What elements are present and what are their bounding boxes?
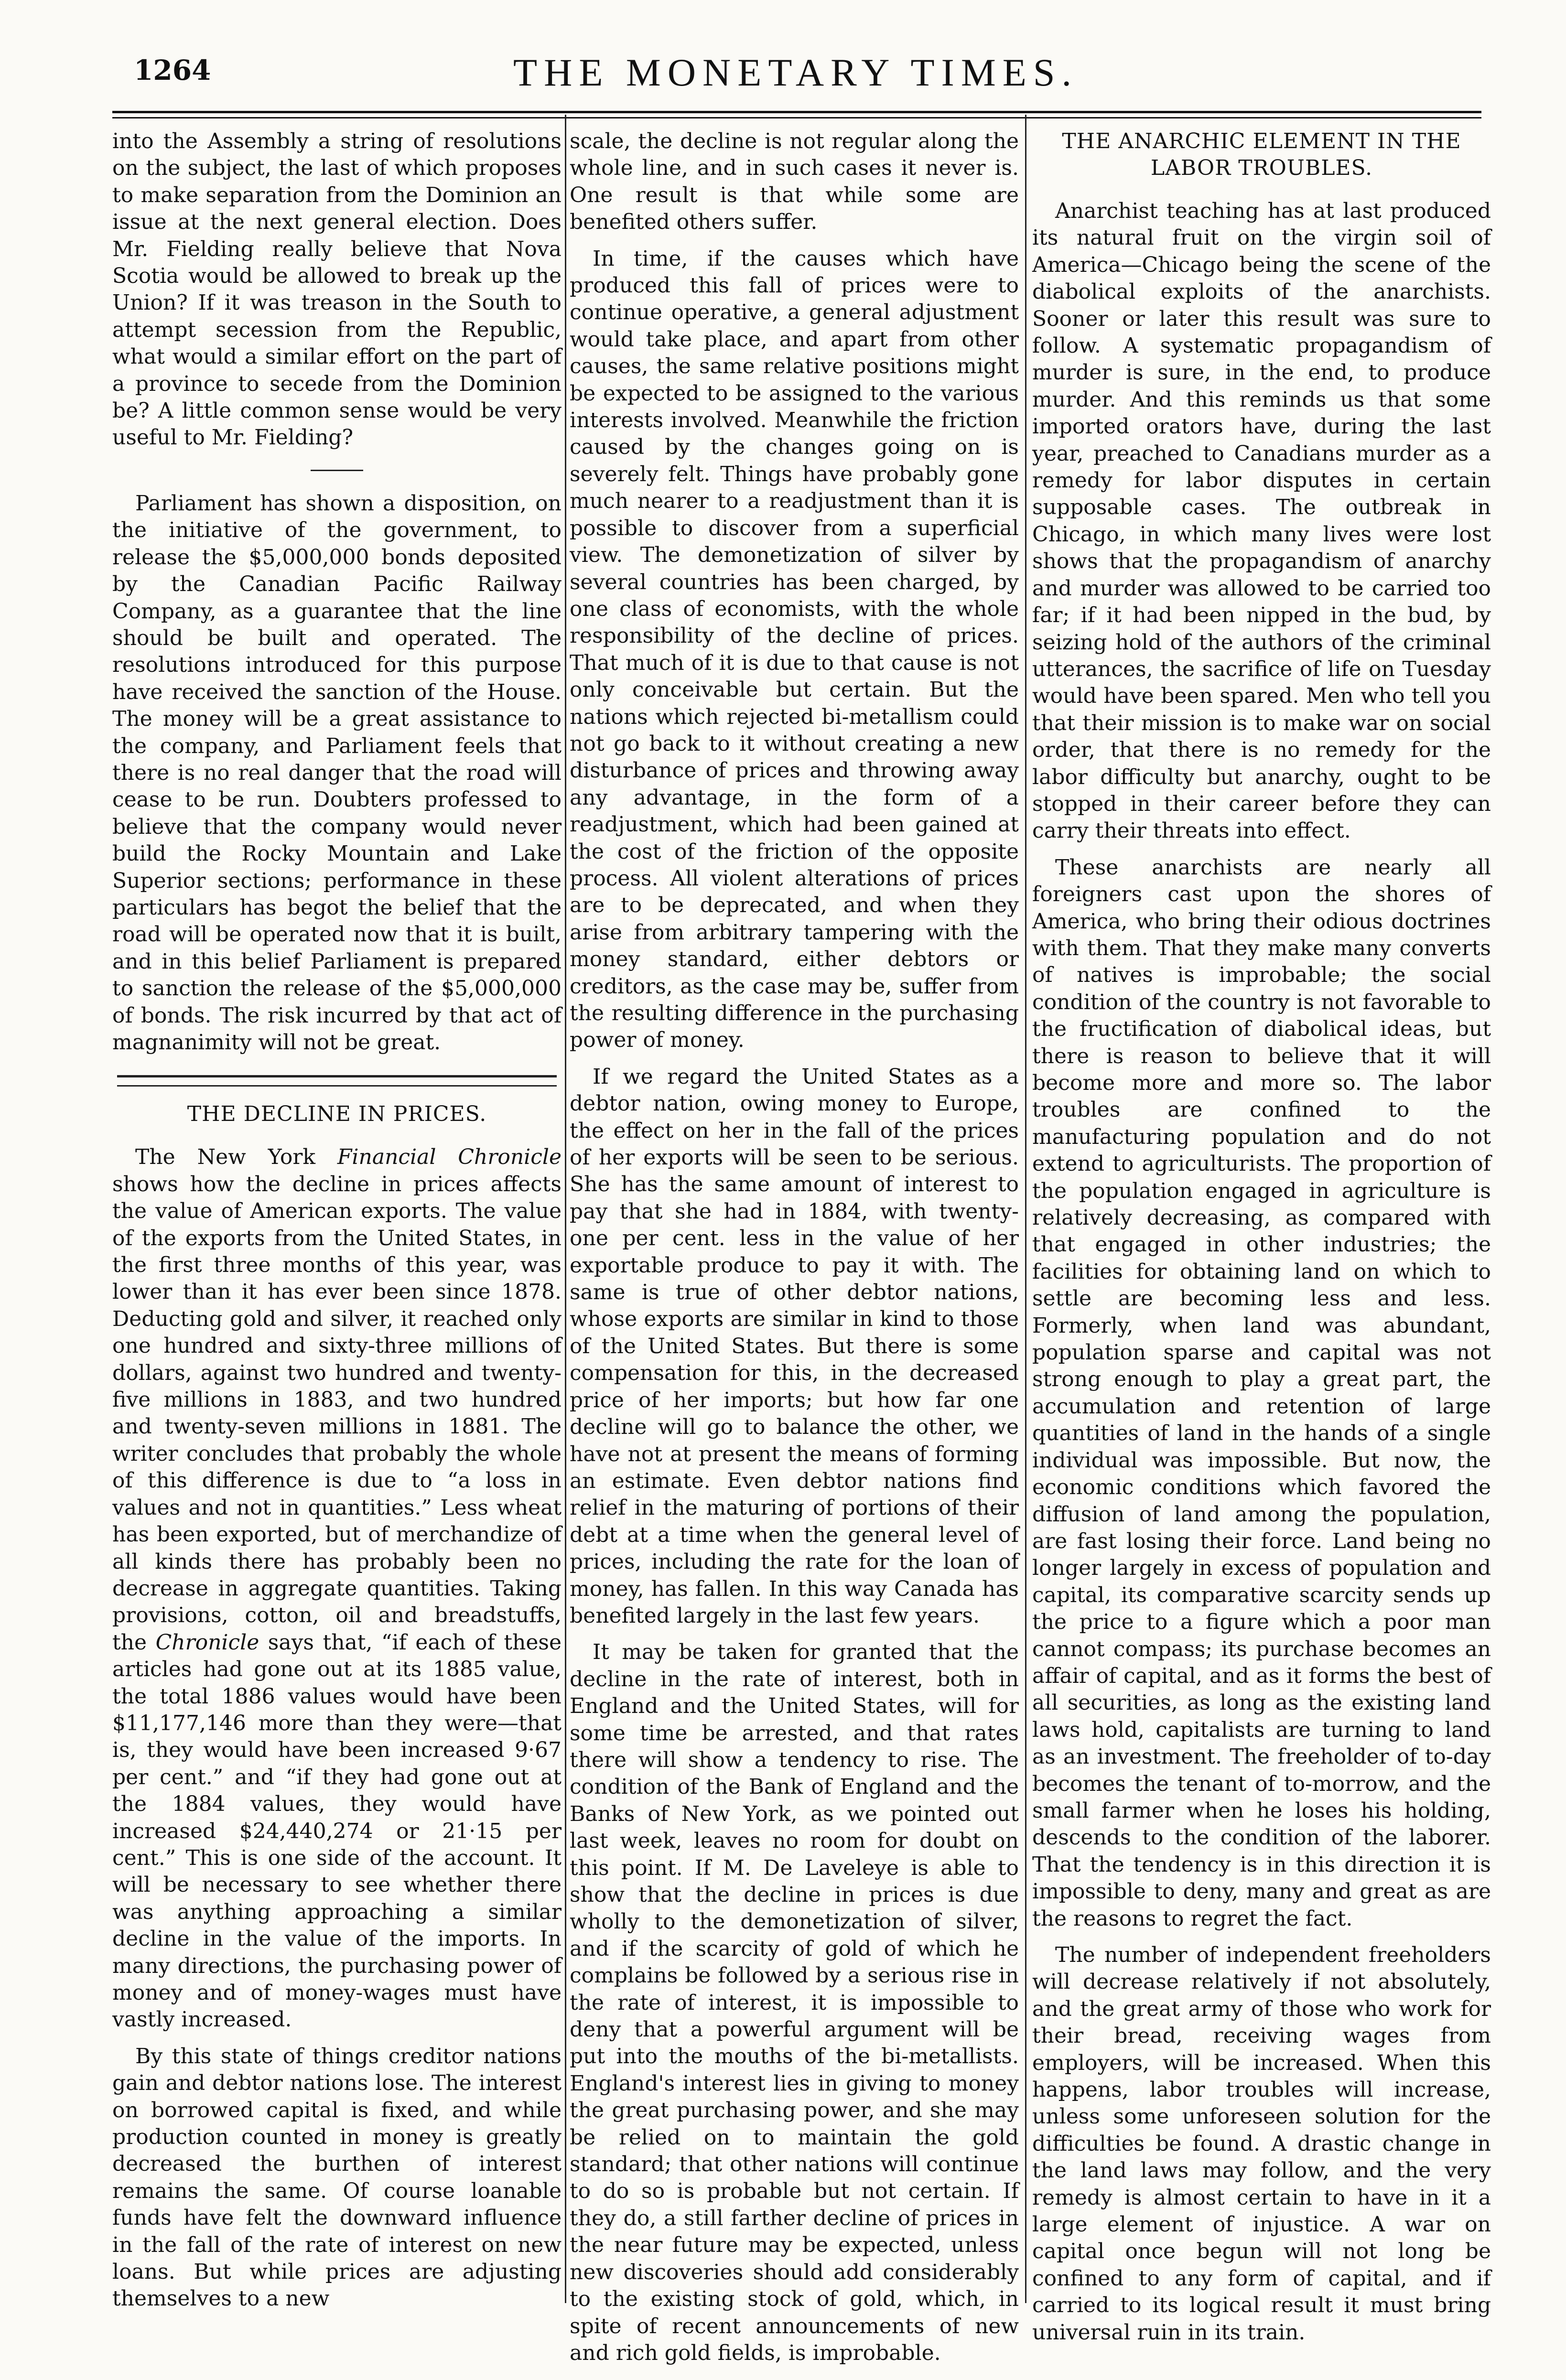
paragraph: Parliament has shown a disposition, on the initiative of the government, to release the $5,000,000 bonds deposited by the Canadian Pacific Railway Company, as a guarantee that the line should be built and operated. The resolutions introduced for this purpose have received the sanction of the House. The money will be a great assistance to the company, and Parliament feels that there is no real danger that the road will cease to be run. Doubters professed to believe that the company would never build the Rocky Mountain and Lake Superior sections; performance in these particulars has begot the belief that the road will be operated now that it is built, and in this belief Parliament is prepared to sanction the release of the $5,000,000 of bonds. The risk incurred by that act of magnanimity will not be great. (112, 491, 562, 1055)
paragraph: into the Assembly a string of resolutions on the subject, the last of which proposes to make separation from the Dominion an issue at the next general election. Does Mr. Fielding really believe that Nova Scotia would be allowed to break up the Union? If it was treason in the South to attempt secession from the Republic, what would a similar effort on the part of a province to secede from the Dominion be? A little common sense would be very useful to Mr. Fielding? (112, 129, 562, 450)
section-double-rule (117, 1075, 557, 1087)
column-2 (570, 128, 1019, 2365)
paragraph: These anarchists are nearly all foreigners cast upon the shores of America, who bring their odious doctrines with them. That they make many converts of natives is improbable; the social condition of the country is not favorable to the fructification of diabolical ideas, but there is reason to believe that it will become more and more so. The labor troubles are confined to the manufacturing population and do not extend to agriculturists. The proportion of the population engaged in agriculture is relatively decreasing, as compared with that engaged in other industries; the facilities for obtaining land on which to settle are becoming less and less. Formerly, when land was abundant, population sparse and capital was not strong enough to play a great part, the accumulation and retention of large quantities of land in the hands of a single individual was impossible. But now, the economic conditions which favored the diffusion of land among the population, are fast losing their force. Land being no longer largely in excess of population and capital, its comparative scarcity sends up the price to a figure which a poor man cannot compass; its purchase becomes an affair of capital, and as it forms the best of all securities, as long as the existing land laws hold, capitalists are turning to land as an investment. The freeholder of to-day becomes the tenant of to-morrow, and the small farmer when he loses his holding, descends to the condition of the laborer. That the tendency is in this direction it is impossible to deny, many and great as are the reasons to regret the fact. (1032, 855, 1491, 1931)
paragraph: If we regard the United States as a debtor nation, owing money to Europe, the effect on her in the fall of the prices of her exports will be seen to be serious. She has the same amount of interest to pay that she had in 1884, with twenty-one per cent. less in the value of her exportable produce to pay it with. The same is true of other debtor nations, whose exports are similar in kind to those of the United States. But there is some compensation for this, in the decreased price of her imports; but how far one decline will go to balance the other, we have not at present the means of forming an estimate. Even debtor nations find relief in the maturing of portions of their debt at a time when the general level of prices, including the rate for the loan of money, has fallen. In this way Canada has benefited largely in the last few years. (570, 1064, 1019, 1628)
paragraph: scale, the decline is not regular along the whole line, and in such cases it never is. One result is that while some are benefited others suffer. (570, 129, 1019, 235)
masthead (134, 50, 1458, 103)
text-run: shows how the decline in prices affects the value of American exports. The value of the exports from the United States, in the first three months of this year, was lower than it has ever been since 1878. Deducting gold and silver, it reached only one hundred and sixty-three millions of dollars, against two hundred and twenty-five millions in 1883, and two hundred and twenty-seven millions in 1881. The writer concludes that probably the whole of this difference is due to “a loss in values and not in quantities.” Less wheat has been exported, but of merchandize of all kinds there has probably been no decrease in aggregate quantities. Taking provisions, cotton, oil and breadstuffs, the (112, 1172, 562, 1655)
text-run: says that, “if each of these articles had gone out at its 1885 value, the total 1886 values would have been $11,177,146 more than they were—that is, they would have been increased 9·67 per cent.” and “if they had gone out at the 1884 values, they would have increased $24,440,274 or 21·15 per cent.” This is one side of the account. It will be necessary to see whether there was anything approaching a similar decline in the value of the imports. In many directions, the purchasing power of money and of money-wages must have vastly increased. (112, 1630, 562, 2032)
paragraph (112, 1144, 562, 2033)
short-rule (311, 470, 363, 471)
italic-title: Financial Chronicle (337, 1145, 562, 1170)
italic-title: Chronicle (155, 1630, 259, 1655)
paragraph: The number of independent freeholders will decrease relatively if not absolutely, and the great army of those who work for their bread, receiving wages from employers, will be increased. When this happens, labor troubles will increase, unless some unforeseen solution for the difficulties be found. A drastic change in the land laws may follow, and the very remedy is almost certain to have in it a large element of injustice. A war on capital once begun will not long be confined to any form of capital, and if carried to its logical result it must bring universal ruin in its train. (1032, 1943, 1491, 2345)
paragraph: In time, if the causes which have produced this fall of prices were to continue operative, a general adjustment would take place, and apart from other causes, the same relative positions might be expected to be assigned to the various interests involved. Meanwhile the friction caused by the changes going on is severely felt. Things have probably gone much nearer to a readjustment than it is possible to discover from a superficial view. The demonetization of silver by several countries has been charged, by one class of economists, with the whole responsibility of the decline of prices. That much of it is due to that cause is not only conceivable but certain. But the nations which rejected bi-metallism could not go back to it without creating a new disturbance of prices and throwing away any advantage, in the form of a readjustment, which had been gained at the cost of the friction of the opposite process. All violent alterations of prices are to be deprecated, and when they arise from arbitrary tampering with the money standard, either debtors or creditors, as the case may be, suffer from the resulting difference in the purchasing power of money. (570, 246, 1019, 1053)
column-3 (1032, 128, 1491, 2345)
publication-title: THE MONETARY TIMES. (513, 51, 1078, 94)
page-number: 1264 (134, 54, 211, 86)
column-divider-2 (1025, 115, 1026, 2303)
paragraph: Anarchist teaching has at last produced its natural fruit on the virgin soil of America—Chicago being the scene of the diabolical exploits of the anarchists. Sooner or later this result was sure to follow. A systematic propagandism of murder is sure, in the end, to produce murder. And this reminds us that some imported orators have, during the last year, preached to Canadians murder as a remedy for labor disputes in certain supposable cases. The outbreak in Chicago, in which many lives were lost shows that the propagandism of anarchy and murder was allowed to be carried too far; if it had been nipped in the bud, by seizing hold of the authors of the criminal utterances, the sacrifice of life on Tuesday would have been spared. Men who tell you that their mission is to make war on social order, that there is no remedy for the labor difficulty but anarchy, ought to be stopped in their career before they can carry their threats into effect. (1032, 199, 1491, 843)
article-heading: THE DECLINE IN PRICES. (187, 1102, 487, 1127)
text-run: The New York (135, 1145, 337, 1170)
column-divider-1 (565, 115, 566, 2303)
column-1 (112, 128, 562, 2311)
header-rule-bottom (112, 117, 1481, 118)
header-rule-top (112, 111, 1481, 113)
article-heading: THE ANARCHIC ELEMENT IN THE LABOR TROUBLES. (1062, 129, 1461, 180)
paragraph: By this state of things creditor nations gain and debtor nations lose. The interest on borrowed capital is fixed, and while production counted in money is greatly decreased the burthen of interest remains the same. Of course loanable funds have felt the downward influence in the fall of the rate of interest on new loans. But while prices are adjusting themselves to a new (112, 2044, 562, 2311)
paragraph: It may be taken for granted that the decline in the rate of interest, both in England and the United States, will for some time be arrested, and that rates there will show a tendency to rise. The condition of the Bank of England and the Banks of New York, as we pointed out last week, leaves no room for doubt on this point. If M. De Laveleye is able to show that the decline in prices is due wholly to the demonetization of silver, and if the scarcity of gold of which he complains be followed by a serious rise in the rate of interest, it is impossible to deny that a powerful argument will be put into the mouths of the bi-metallists. England's interest lies in giving to money the great purchasing power, and she may be relied on to maintain the gold standard; that other nations will continue to do so is probable but not certain. If they do, a still farther decline of prices in the near future may be expected, unless new discoveries should add considerably to the existing stock of gold, which, in spite of recent announcements of new and rich gold fields, is improbable. (570, 1640, 1019, 2365)
